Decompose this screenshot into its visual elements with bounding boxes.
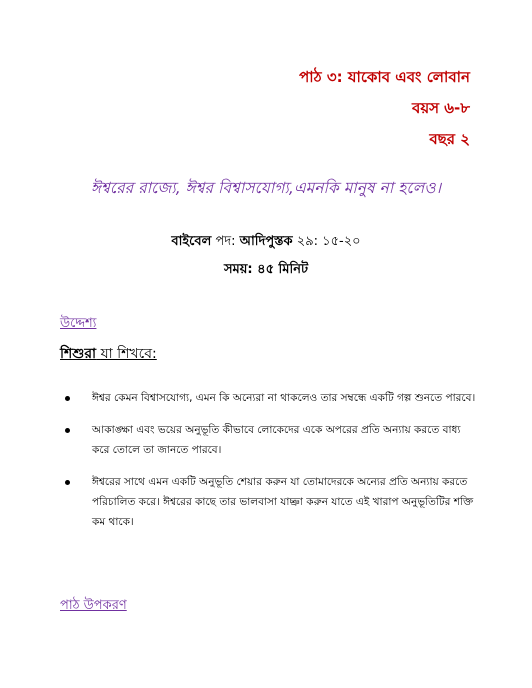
- lesson-theme: ঈশ্বরের রাজ্যে, ঈশ্বর বিশ্বাসযোগ্য,এমনকি মানুষ না হলেও।: [90, 179, 442, 197]
- list-item: [60, 472, 480, 532]
- lesson-duration: [0, 260, 532, 281]
- scripture-label: বাইবেল: [171, 234, 212, 249]
- objective-text: ঈশ্বর কেমন বিশ্বাসযোগ্য, এমন কি অন্যেরা না থাকলেও তার সম্বন্ধে একটি গল্প শুনতে পারবে।: [92, 392, 476, 404]
- scripture-reference: [0, 232, 532, 253]
- scripture-pod-label: পদ:: [215, 234, 236, 249]
- learn-rest: যা শিখবে:: [100, 346, 157, 362]
- duration-label: সময়:: [223, 262, 253, 277]
- scripture-book: আদিপুস্তক: [239, 234, 293, 249]
- bullet-icon: [65, 396, 70, 401]
- learn-title: [60, 342, 157, 366]
- objective-text: ঈশ্বরের সাথে এমন একটি অনুভূতি শেয়ার করুন যা তোমাদেরকে অন্যের প্রতি অন্যায় করতে পরিচালিত করে। ঈশ্বরের কাছে তার ভালবাসা যাচ্ঞা করুন যাতে এই খারাপ অনুভূতিটির শক্তি কম থাকে।: [92, 476, 474, 528]
- age-range: বয়স ৬-৮: [411, 99, 470, 117]
- objectives-heading: উদ্দেশ্য: [60, 316, 97, 331]
- lesson-year: বছর ২: [429, 130, 470, 148]
- lesson-header: [299, 62, 470, 155]
- objective-text: আকাঙ্ক্ষা এবং ভয়ের অনুভূতি কীভাবে লোকেদের একে অপরের প্রতি অন্যায় করতে বাধ্য করে তোলে তা জানতে পারবে।: [92, 424, 461, 456]
- bullet-icon: [65, 480, 70, 485]
- scripture-verses: ২৯: ১৫-২০: [296, 234, 361, 249]
- duration-value: ৪৫ মিনিট: [257, 262, 309, 277]
- learn-subject: শিশুরা: [60, 346, 97, 362]
- lesson-title: পাঠ ৩: যাকোব এবং লোবান: [299, 68, 470, 86]
- list-item: [60, 420, 480, 460]
- bullet-icon: [65, 428, 70, 433]
- objectives-list: [60, 388, 480, 544]
- list-item: [60, 388, 480, 408]
- materials-heading: পাঠ উপকরণ: [60, 598, 127, 613]
